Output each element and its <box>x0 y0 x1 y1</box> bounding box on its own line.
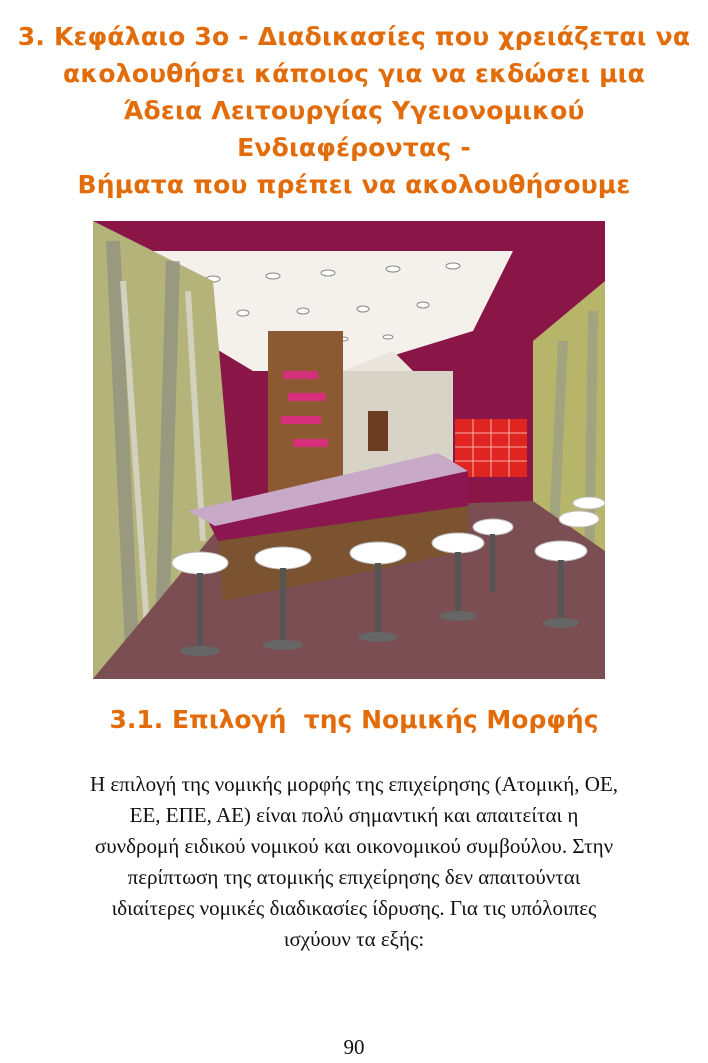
page-number: 90 <box>343 1035 365 1059</box>
chapter-title <box>10 18 698 203</box>
paragraph-line: συνδρομή ειδικού νομικού και οικονομικού συμβούλου. Στην <box>94 834 614 858</box>
chapter-title-line: Άδεια Λειτουργίας Υγειονομικού <box>123 96 585 125</box>
paragraph-line: περίπτωση της ατομικής επιχείρησης δεν απαιτούνται <box>127 865 581 889</box>
paragraph-line: ΕΕ, ΕΠΕ, ΑΕ) είναι πολύ σημαντική και απαιτείται η <box>129 803 579 827</box>
chapter-title-line: ακολουθήσει κάποιος για να εκδώσει μια <box>62 59 645 88</box>
paragraph-line: ιδιαίτερες νομικές διαδικασίες ίδρυσης. Για τις υπόλοιπες <box>111 896 597 920</box>
body-paragraph <box>10 769 698 955</box>
chapter-title-line: Ενδιαφέροντας - <box>237 133 471 162</box>
paragraph-line: Η επιλογή της νομικής μορφής της επιχείρησης (Ατομική, ΟΕ, <box>89 772 619 796</box>
interior-render-image <box>93 221 605 679</box>
section-heading: 3.1. Επιλογή της Νομικής Μορφής <box>109 705 599 734</box>
chapter-title-line: 3. Κεφάλαιο 3ο - Διαδικασίες που χρειάζεται να <box>17 22 691 51</box>
chapter-title-line: Βήματα που πρέπει να ακολουθήσουμε <box>77 170 631 199</box>
paragraph-line: ισχύουν τα εξής: <box>283 927 425 951</box>
